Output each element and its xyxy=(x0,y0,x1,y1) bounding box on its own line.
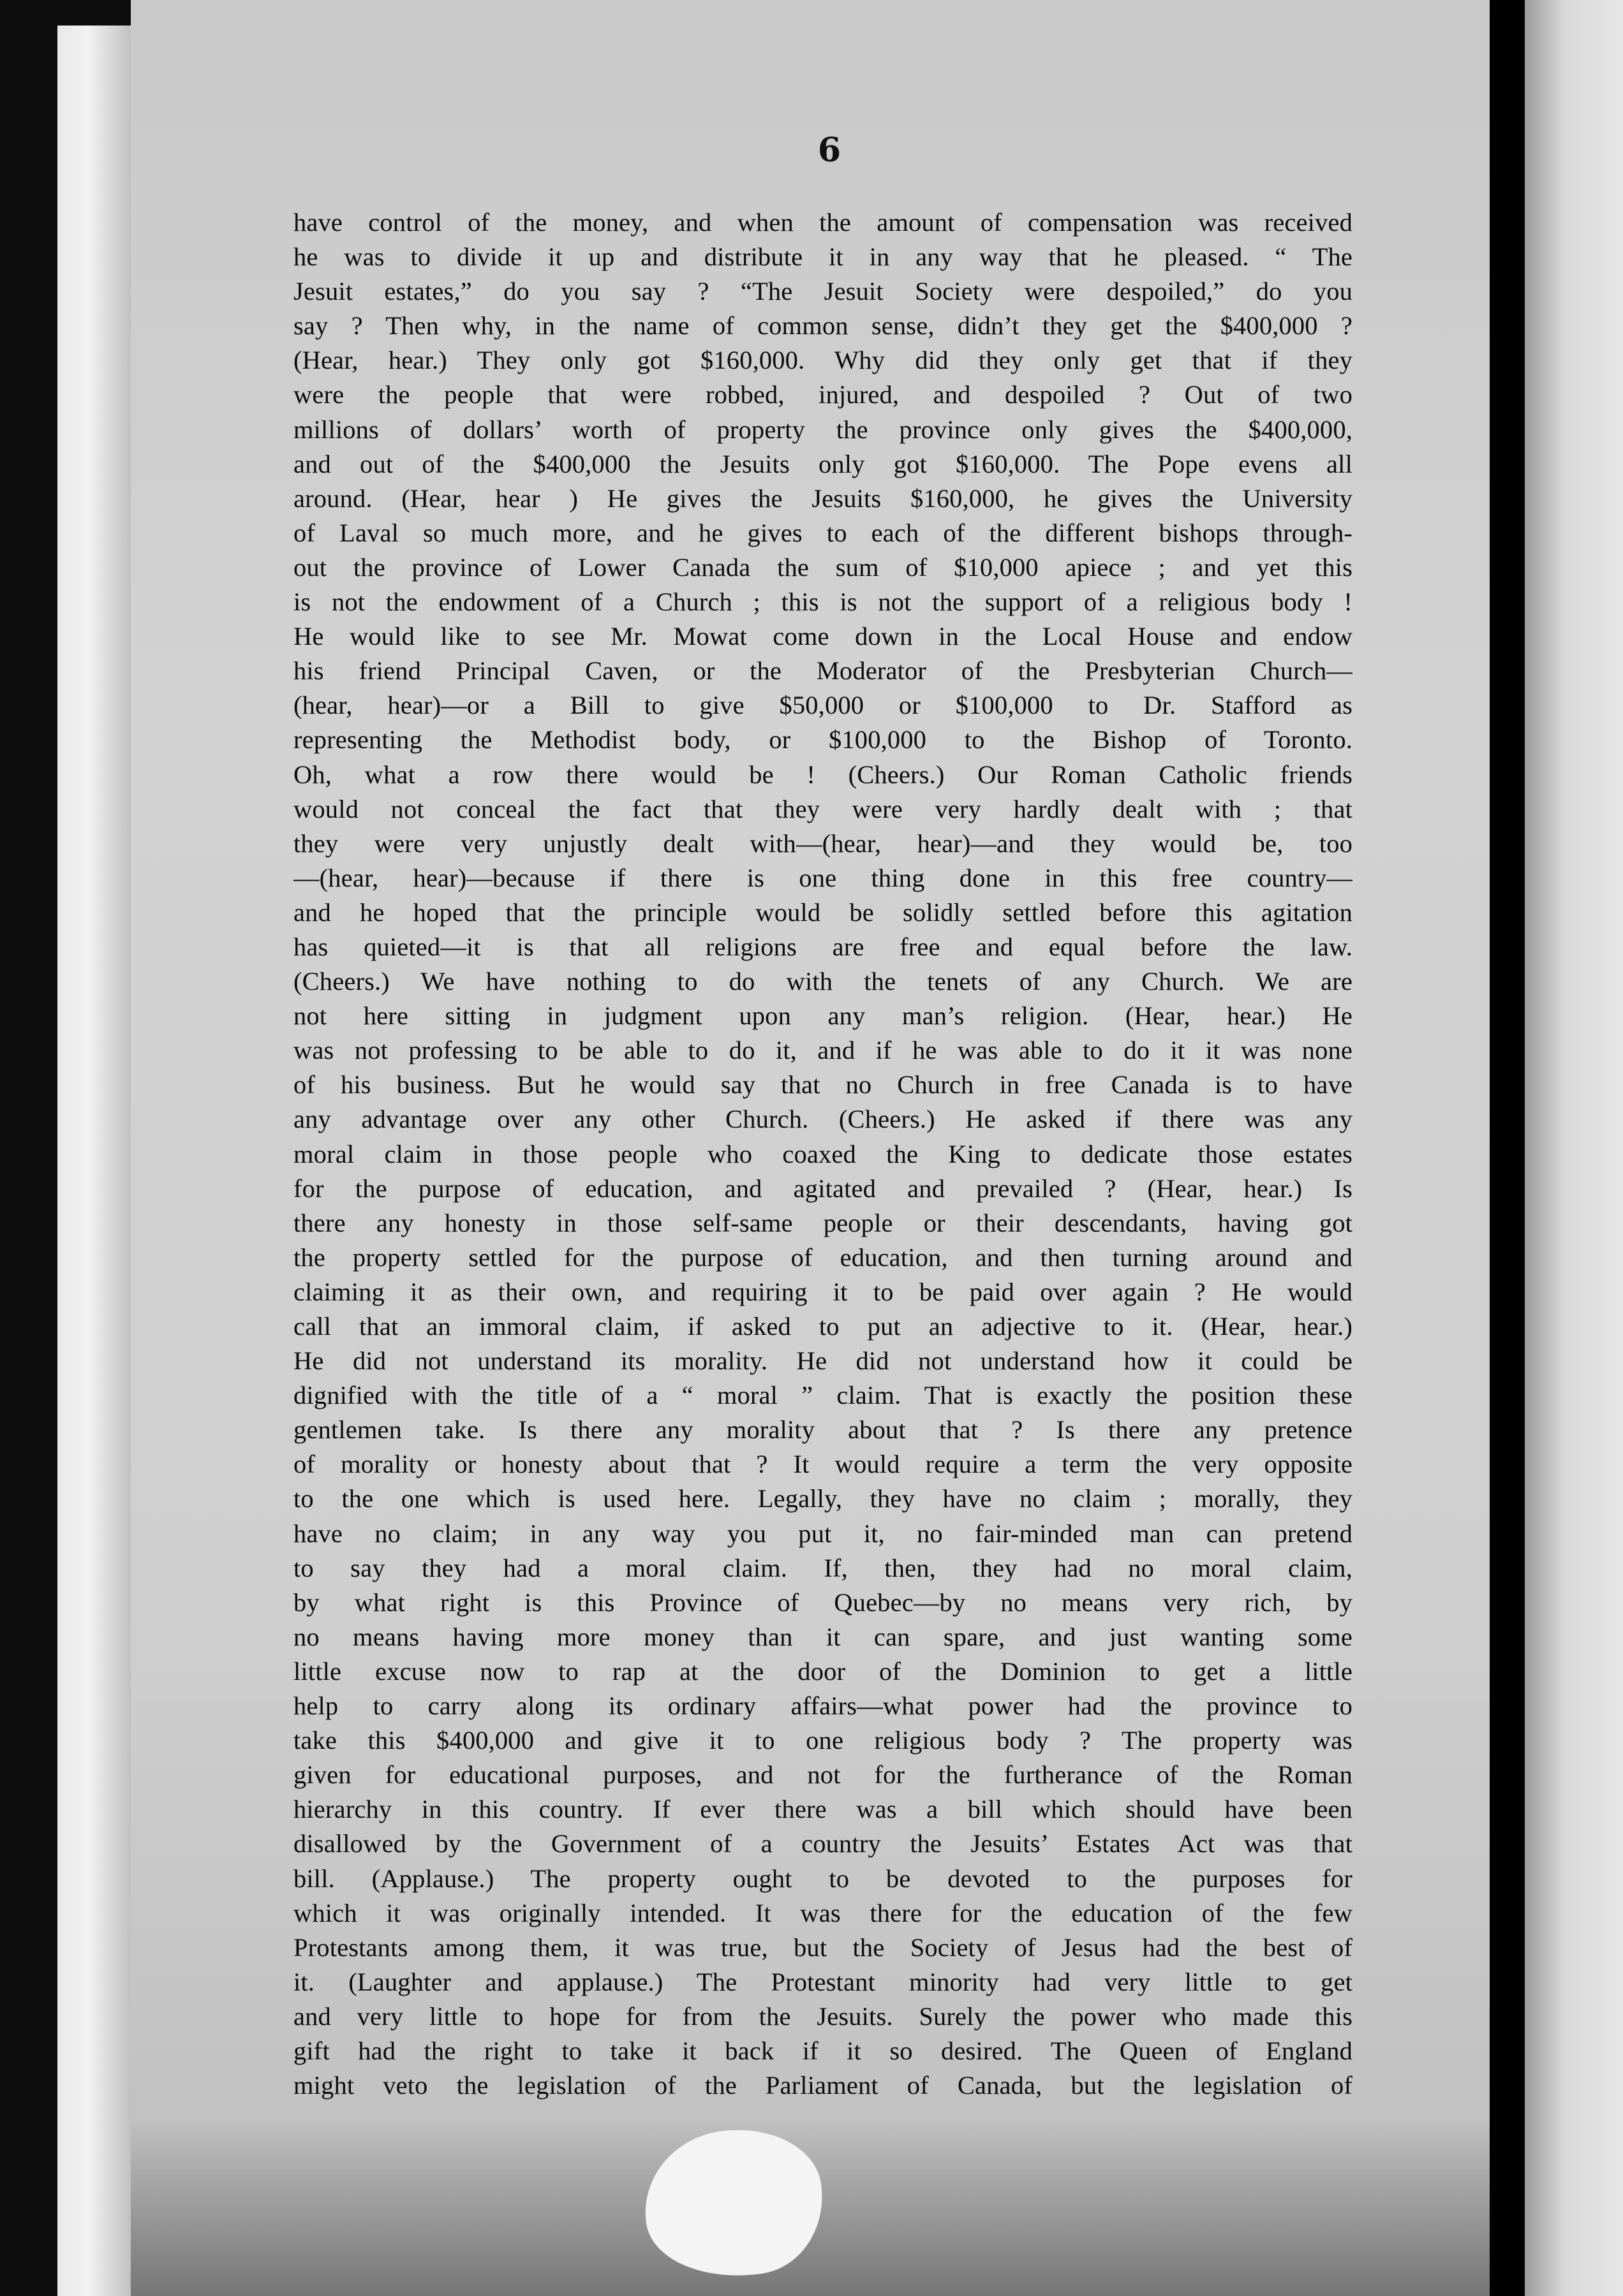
text-line: for the purpose of education, and agitated and prevailed ? (Hear, hear.) Is xyxy=(293,1174,1352,1203)
text-line: they were very unjustly dealt with—(hear, hear)—and they would be, too xyxy=(293,828,1352,858)
text-line: gift had the right to take it back if it so desired. The Queen of England xyxy=(293,2036,1352,2065)
text-line: of morality or honesty about that ? It would require a term the very opposite xyxy=(293,1450,1352,1479)
text-line: (hear, hear)—or a Bill to give $50,000 or $100,000 to Dr. Stafford as xyxy=(293,691,1352,720)
text-line: were the people that were robbed, injured, and despoiled ? Out of two xyxy=(293,380,1352,409)
left-page-edge xyxy=(57,26,134,2296)
text-line: have no claim; in any way you put it, no fair-minded man can pretend xyxy=(293,1519,1352,1548)
text-line: —(hear, hear)—because if there is one thing done in this free country— xyxy=(293,863,1352,892)
text-line: any advantage over any other Church. (Cheers.) He asked if there was any xyxy=(293,1105,1352,1134)
text-line: Oh, what a row there would be ! (Cheers.) Our Roman Catholic friends xyxy=(293,760,1352,789)
text-line: of Laval so much more, and he gives to each of the different bishops through- xyxy=(293,518,1352,547)
text-line: take this $400,000 and give it to one religious body ? The property was xyxy=(293,1726,1352,1755)
page-number: 6 xyxy=(817,131,841,170)
text-line: there any honesty in those self-same people or their descendants, having got xyxy=(293,1208,1352,1237)
text-line: and he hoped that the principle would be solidly settled before this agitation xyxy=(293,897,1352,927)
text-line: was not professing to be able to do it, and if he was able to do it it was none xyxy=(293,1036,1352,1065)
text-line: and very little to hope for from the Jesuits. Surely the power who made this xyxy=(293,2001,1352,2031)
text-line: little excuse now to rap at the door of the Dominion to get a little xyxy=(293,1656,1352,1686)
text-line: He did not understand its morality. He did not understand how it could be xyxy=(293,1346,1352,1376)
text-line: moral claim in those people who coaxed the King to dedicate those estates xyxy=(293,1139,1352,1168)
body-text xyxy=(293,205,1352,2103)
text-line: (Cheers.) We have nothing to do with the tenets of any Church. We are xyxy=(293,967,1352,996)
text-line: say ? Then why, in the name of common sense, didn’t they get the $400,000 ? xyxy=(293,311,1352,341)
text-line: help to carry along its ordinary affairs—what power had the province to xyxy=(293,1691,1352,1721)
text-line: He would like to see Mr. Mowat come down in the Local House and endow xyxy=(293,622,1352,651)
text-line: to the one which is used here. Legally, they have no claim ; morally, they xyxy=(293,1484,1352,1513)
text-line: by what right is this Province of Quebec—by no means very rich, by xyxy=(293,1587,1352,1617)
text-line: Jesuit estates,” do you say ? “The Jesuit Society were despoiled,” do you xyxy=(293,277,1352,306)
text-line: around. (Hear, hear ) He gives the Jesuits $160,000, he gives the University xyxy=(293,483,1352,513)
text-line: given for educational purposes, and not for the furtherance of the Roman xyxy=(293,1760,1352,1790)
text-line: might veto the legislation of the Parliament of Canada, but the legislation of xyxy=(293,2071,1352,2100)
text-line: not here sitting in judgment upon any man’s religion. (Hear, hear.) He xyxy=(293,1001,1352,1031)
text-line: he was to divide it up and distribute it in any way that he pleased. “ The xyxy=(293,242,1352,272)
text-line: bill. (Applause.) The property ought to be devoted to the purposes for xyxy=(293,1864,1352,1893)
text-line: have control of the money, and when the amount of compensation was received xyxy=(293,208,1352,237)
text-line: it. (Laughter and applause.) The Protestant minority had very little to get xyxy=(293,1967,1352,1996)
text-line: has quieted—it is that all religions are free and equal before the law. xyxy=(293,932,1352,961)
text-line: gentlemen take. Is there any morality about that ? Is there any pretence xyxy=(293,1415,1352,1445)
text-line: to say they had a moral claim. If, then, they had no moral claim, xyxy=(293,1553,1352,1582)
text-line: his friend Principal Caven, or the Moderator of the Presbyterian Church— xyxy=(293,656,1352,686)
text-line: representing the Methodist body, or $100,000 to the Bishop of Toronto. xyxy=(293,725,1352,754)
text-line: of his business. But he would say that no Church in free Canada is to have xyxy=(293,1070,1352,1100)
text-line: hierarchy in this country. If ever there was a bill which should have been xyxy=(293,1795,1352,1824)
text-line: millions of dollars’ worth of property the province only gives the $400,000, xyxy=(293,415,1352,444)
text-line: call that an immoral claim, if asked to put an adjective to it. (Hear, hear.) xyxy=(293,1312,1352,1341)
text-line: is not the endowment of a Church ; this is not the support of a religious body ! xyxy=(293,587,1352,617)
text-line: and out of the $400,000 the Jesuits only got $160,000. The Pope evens all xyxy=(293,449,1352,478)
text-line: the property settled for the purpose of education, and then turning around and xyxy=(293,1242,1352,1272)
adjacent-page-strip xyxy=(1525,0,1623,2296)
text-line: Protestants among them, it was true, but the Society of Jesus had the best of xyxy=(293,1932,1352,1962)
text-line: no means having more money than it can spare, and just wanting some xyxy=(293,1622,1352,1651)
text-line: which it was originally intended. It was there for the education of the few xyxy=(293,1898,1352,1927)
text-line: disallowed by the Government of a country the Jesuits’ Estates Act was that xyxy=(293,1829,1352,1858)
text-line: (Hear, hear.) They only got $160,000. Why did they only get that if they xyxy=(293,346,1352,375)
text-line: dignified with the title of a “ moral ” claim. That is exactly the position these xyxy=(293,1381,1352,1410)
text-line: claiming it as their own, and requiring it to be paid over again ? He would xyxy=(293,1277,1352,1306)
text-line: would not conceal the fact that they were very hardly dealt with ; that xyxy=(293,794,1352,823)
binding-shadow xyxy=(1490,0,1525,2296)
text-line: out the province of Lower Canada the sum of $10,000 apiece ; and yet this xyxy=(293,552,1352,582)
